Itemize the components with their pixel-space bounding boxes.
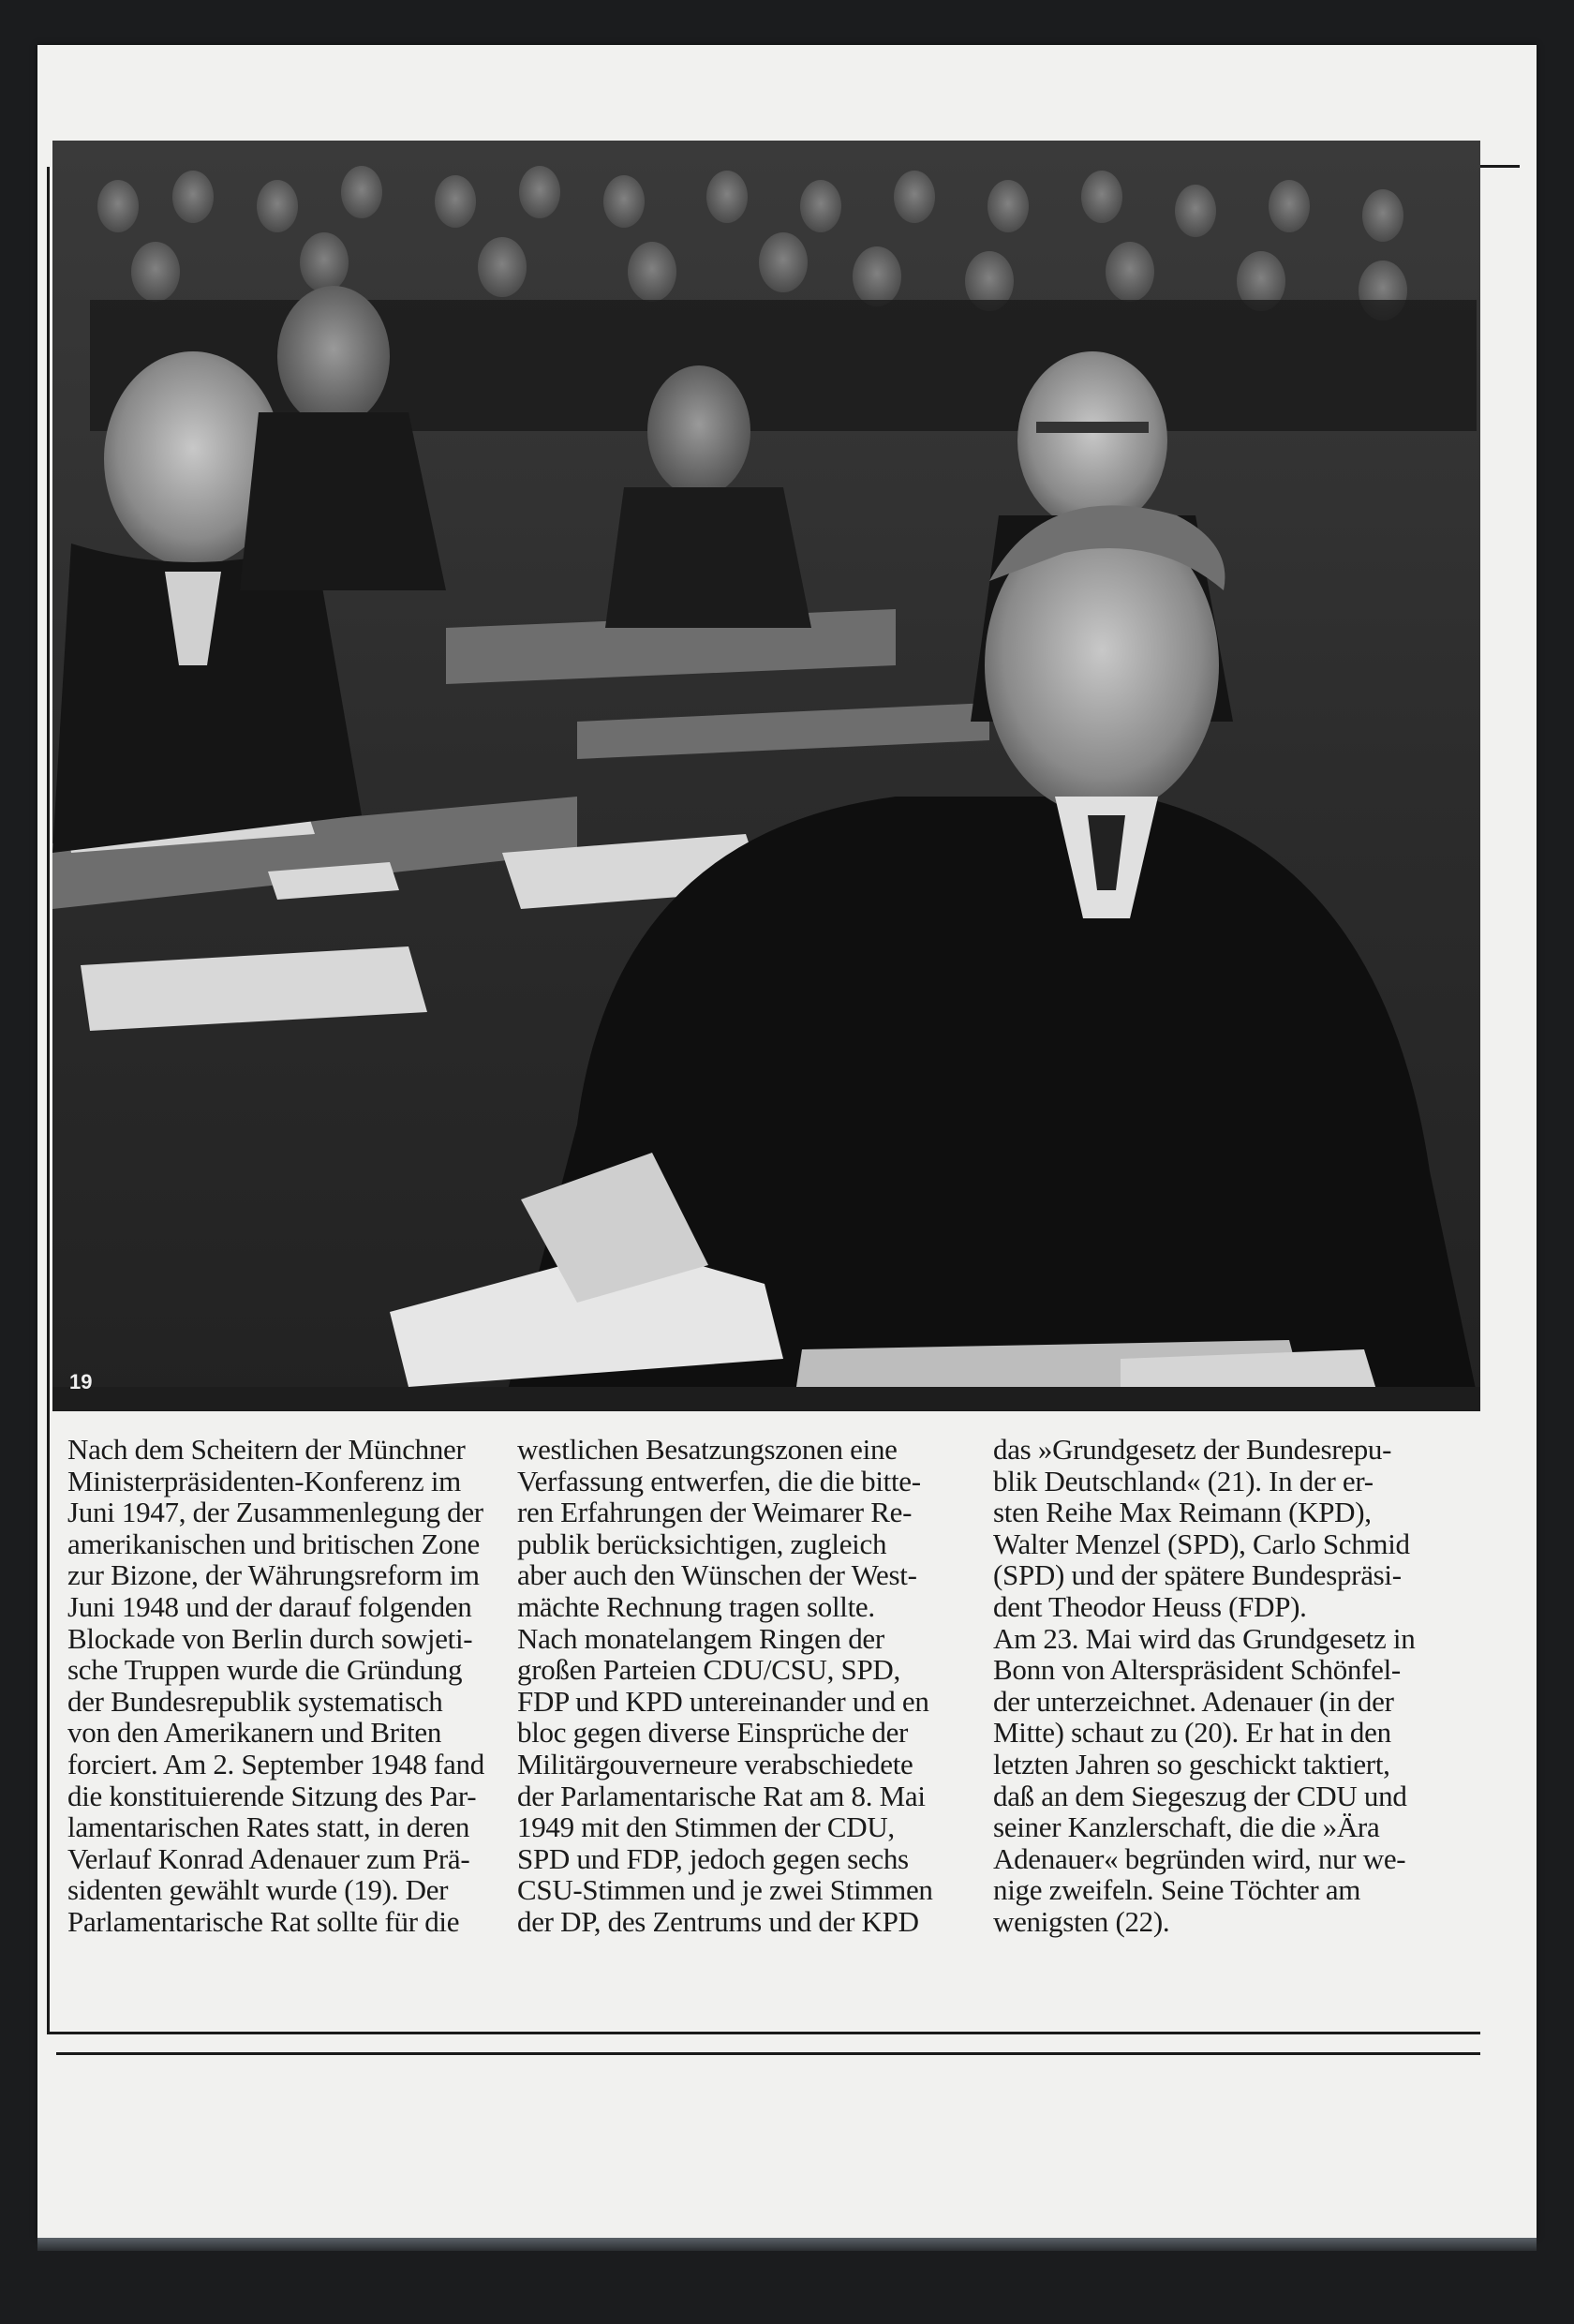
caption-line: letzten Jahren so geschickt taktiert,	[993, 1747, 1390, 1780]
caption-line: sche Truppen wurde die Gründung	[67, 1653, 463, 1687]
photo-illustration	[52, 141, 1480, 1411]
caption-column-3	[993, 1434, 1480, 1938]
caption-line: großen Parteien CDU/CSU, SPD,	[517, 1653, 900, 1687]
caption-line: seiner Kanzlerschaft, die die »Ära	[993, 1810, 1380, 1844]
caption-column-2	[517, 1434, 986, 1938]
caption-line: CSU-Stimmen und je zwei Stimmen	[517, 1873, 933, 1907]
caption-line: Walter Menzel (SPD), Carlo Schmid	[993, 1527, 1410, 1560]
caption-line: das »Grundgesetz der Bundesrepu-	[993, 1433, 1392, 1466]
caption-line: Mitte) schaut zu (20). Er hat in den	[993, 1716, 1391, 1750]
caption-line: blik Deutschland« (21). In der er-	[993, 1464, 1374, 1497]
caption-line: Adenauer« begründen wird, nur we-	[993, 1841, 1406, 1875]
caption-line: Ministerpräsidenten-Konferenz im	[67, 1464, 461, 1497]
caption-line: SPD und FDP, jedoch gegen sechs	[517, 1841, 909, 1875]
caption-line: bloc gegen diverse Einsprüche der	[517, 1716, 909, 1750]
caption-line: amerikanischen und britischen Zone	[67, 1527, 481, 1560]
caption-line: FDP und KPD untereinander und en	[517, 1684, 929, 1718]
caption-line: ren Erfahrungen der Weimarer Re-	[517, 1496, 913, 1529]
caption-line: dent Theodor Heuss (FDP).	[993, 1589, 1307, 1623]
caption-line: der unterzeichnet. Adenauer (in der	[993, 1684, 1394, 1718]
caption-line: zur Bizone, der Währungsreform im	[67, 1558, 480, 1592]
caption-line: der Bundesrepublik systematisch	[67, 1684, 443, 1718]
caption-line: Am 23. Mai wird das Grundgesetz in	[993, 1621, 1416, 1655]
caption-line: 1949 mit den Stimmen der CDU,	[517, 1810, 895, 1844]
caption-line: der Parlamentarische Rat am 8. Mai	[517, 1779, 926, 1812]
caption-line: mächte Rechnung tragen sollte.	[517, 1589, 875, 1623]
historical-photograph	[52, 141, 1480, 1411]
frame-line-bottom	[47, 2032, 1480, 2034]
caption-column-1	[67, 1434, 536, 1938]
caption-line: Nach monatelangem Ringen der	[517, 1621, 884, 1655]
caption-line: westlichen Besatzungszonen eine	[517, 1433, 898, 1466]
caption-line: Verfassung entwerfen, die die bitte-	[517, 1464, 921, 1497]
frame-line-left	[47, 167, 50, 2034]
album-page-edge	[37, 2238, 1537, 2251]
caption-line: nige zweifeln. Seine Töchter am	[993, 1873, 1361, 1907]
caption-line: Blockade von Berlin durch sowjeti-	[67, 1621, 473, 1655]
caption-line: daß an dem Siegeszug der CDU und	[993, 1779, 1407, 1812]
caption-line: die konstituierende Sitzung des Par-	[67, 1779, 477, 1812]
photo-number: 19	[69, 1370, 93, 1393]
caption-line: lamentarischen Rates statt, in deren	[67, 1810, 470, 1844]
caption-line: forciert. Am 2. September 1948 fand	[67, 1747, 484, 1780]
caption-line: (SPD) und der spätere Bundespräsi-	[993, 1558, 1402, 1592]
caption-line: Verlauf Konrad Adenauer zum Prä-	[67, 1841, 470, 1875]
caption-line: sidenten gewählt wurde (19). Der	[67, 1873, 449, 1907]
caption-line: der DP, des Zentrums und der KPD	[517, 1904, 919, 1938]
caption-line: Militärgouverneure verabschiedete	[517, 1747, 913, 1780]
caption-line: Parlamentarische Rat sollte für die	[67, 1904, 460, 1938]
caption-line: Bonn von Alterspräsident Schönfel-	[993, 1653, 1401, 1687]
caption-line: Juni 1947, der Zusammenlegung der	[67, 1496, 483, 1529]
caption-line: Nach dem Scheitern der Münchner	[67, 1433, 466, 1466]
caption-line: Juni 1948 und der darauf folgenden	[67, 1589, 472, 1623]
caption-line: wenigsten (22).	[993, 1904, 1170, 1938]
caption-line: sten Reihe Max Reimann (KPD),	[993, 1496, 1372, 1529]
caption-line: publik berücksichtigen, zugleich	[517, 1527, 887, 1560]
caption-line: aber auch den Wünschen der West-	[517, 1558, 917, 1592]
caption-line: von den Amerikanern und Briten	[67, 1716, 442, 1750]
frame-line-bottom-outer	[56, 2052, 1480, 2055]
